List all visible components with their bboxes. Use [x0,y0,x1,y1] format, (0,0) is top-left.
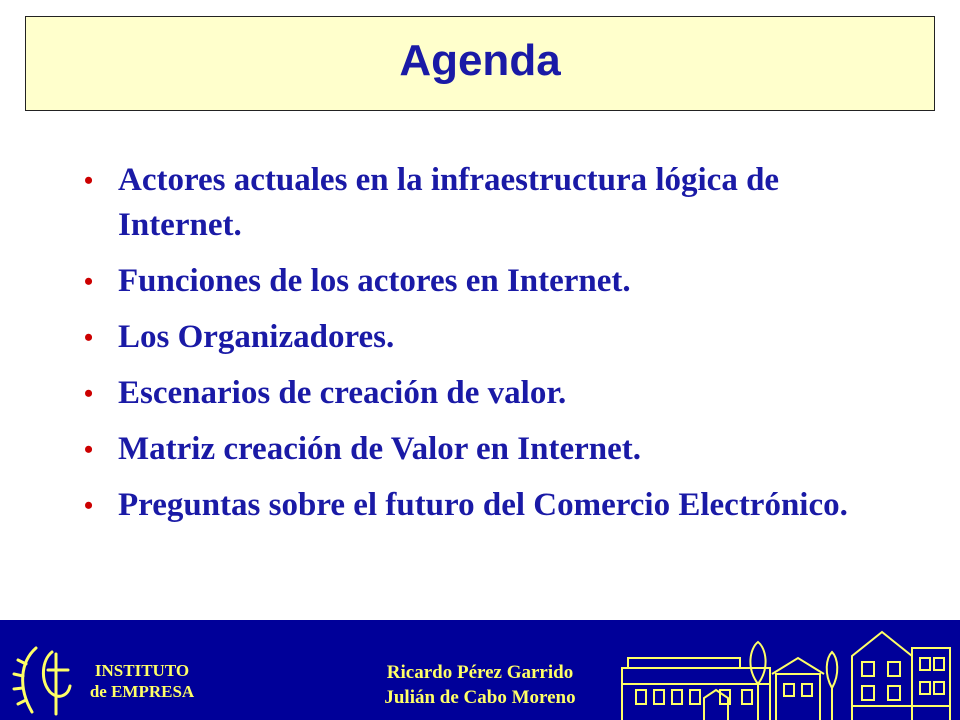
slide-title: Agenda [399,35,561,85]
agenda-item [84,427,904,472]
laurel-wreath-icon [12,640,76,718]
agenda-item-text: Actores actuales en la infraestructura lógica de Internet. [118,162,780,243]
author-2: Julián de Cabo Moreno [384,687,576,708]
bullet-dot-icon: • [84,267,94,296]
agenda-item-text: Matriz creación de Valor en Internet. [118,431,642,467]
agenda-item [84,158,904,248]
agenda-item [84,371,904,416]
authors [330,660,630,710]
footer-bar [0,620,960,720]
agenda-item [84,483,904,528]
agenda-item [84,259,904,304]
author-1: Ricardo Pérez Garrido [386,662,574,683]
agenda-list [84,158,904,539]
agenda-item-text: Los Organizadores. [118,319,395,355]
title-box [25,16,935,111]
bullet-dot-icon: • [84,166,94,195]
bullet-dot-icon: • [84,323,94,352]
bullet-dot-icon: • [84,491,94,520]
bullet-dot-icon: • [84,379,94,408]
bullet-dot-icon: • [84,435,94,464]
agenda-item-text: Escenarios de creación de valor. [118,375,567,411]
agenda-item-text: Preguntas sobre el futuro del Comercio Electrónico. [118,487,848,523]
agenda-item [84,315,904,360]
institution-logo-text [72,660,212,702]
buildings-drawing-icon [620,628,952,720]
logo-line-1: INSTITUTO [94,661,190,680]
logo-line-2: de EMPRESA [89,682,195,701]
agenda-item-text: Funciones de los actores en Internet. [118,263,631,299]
